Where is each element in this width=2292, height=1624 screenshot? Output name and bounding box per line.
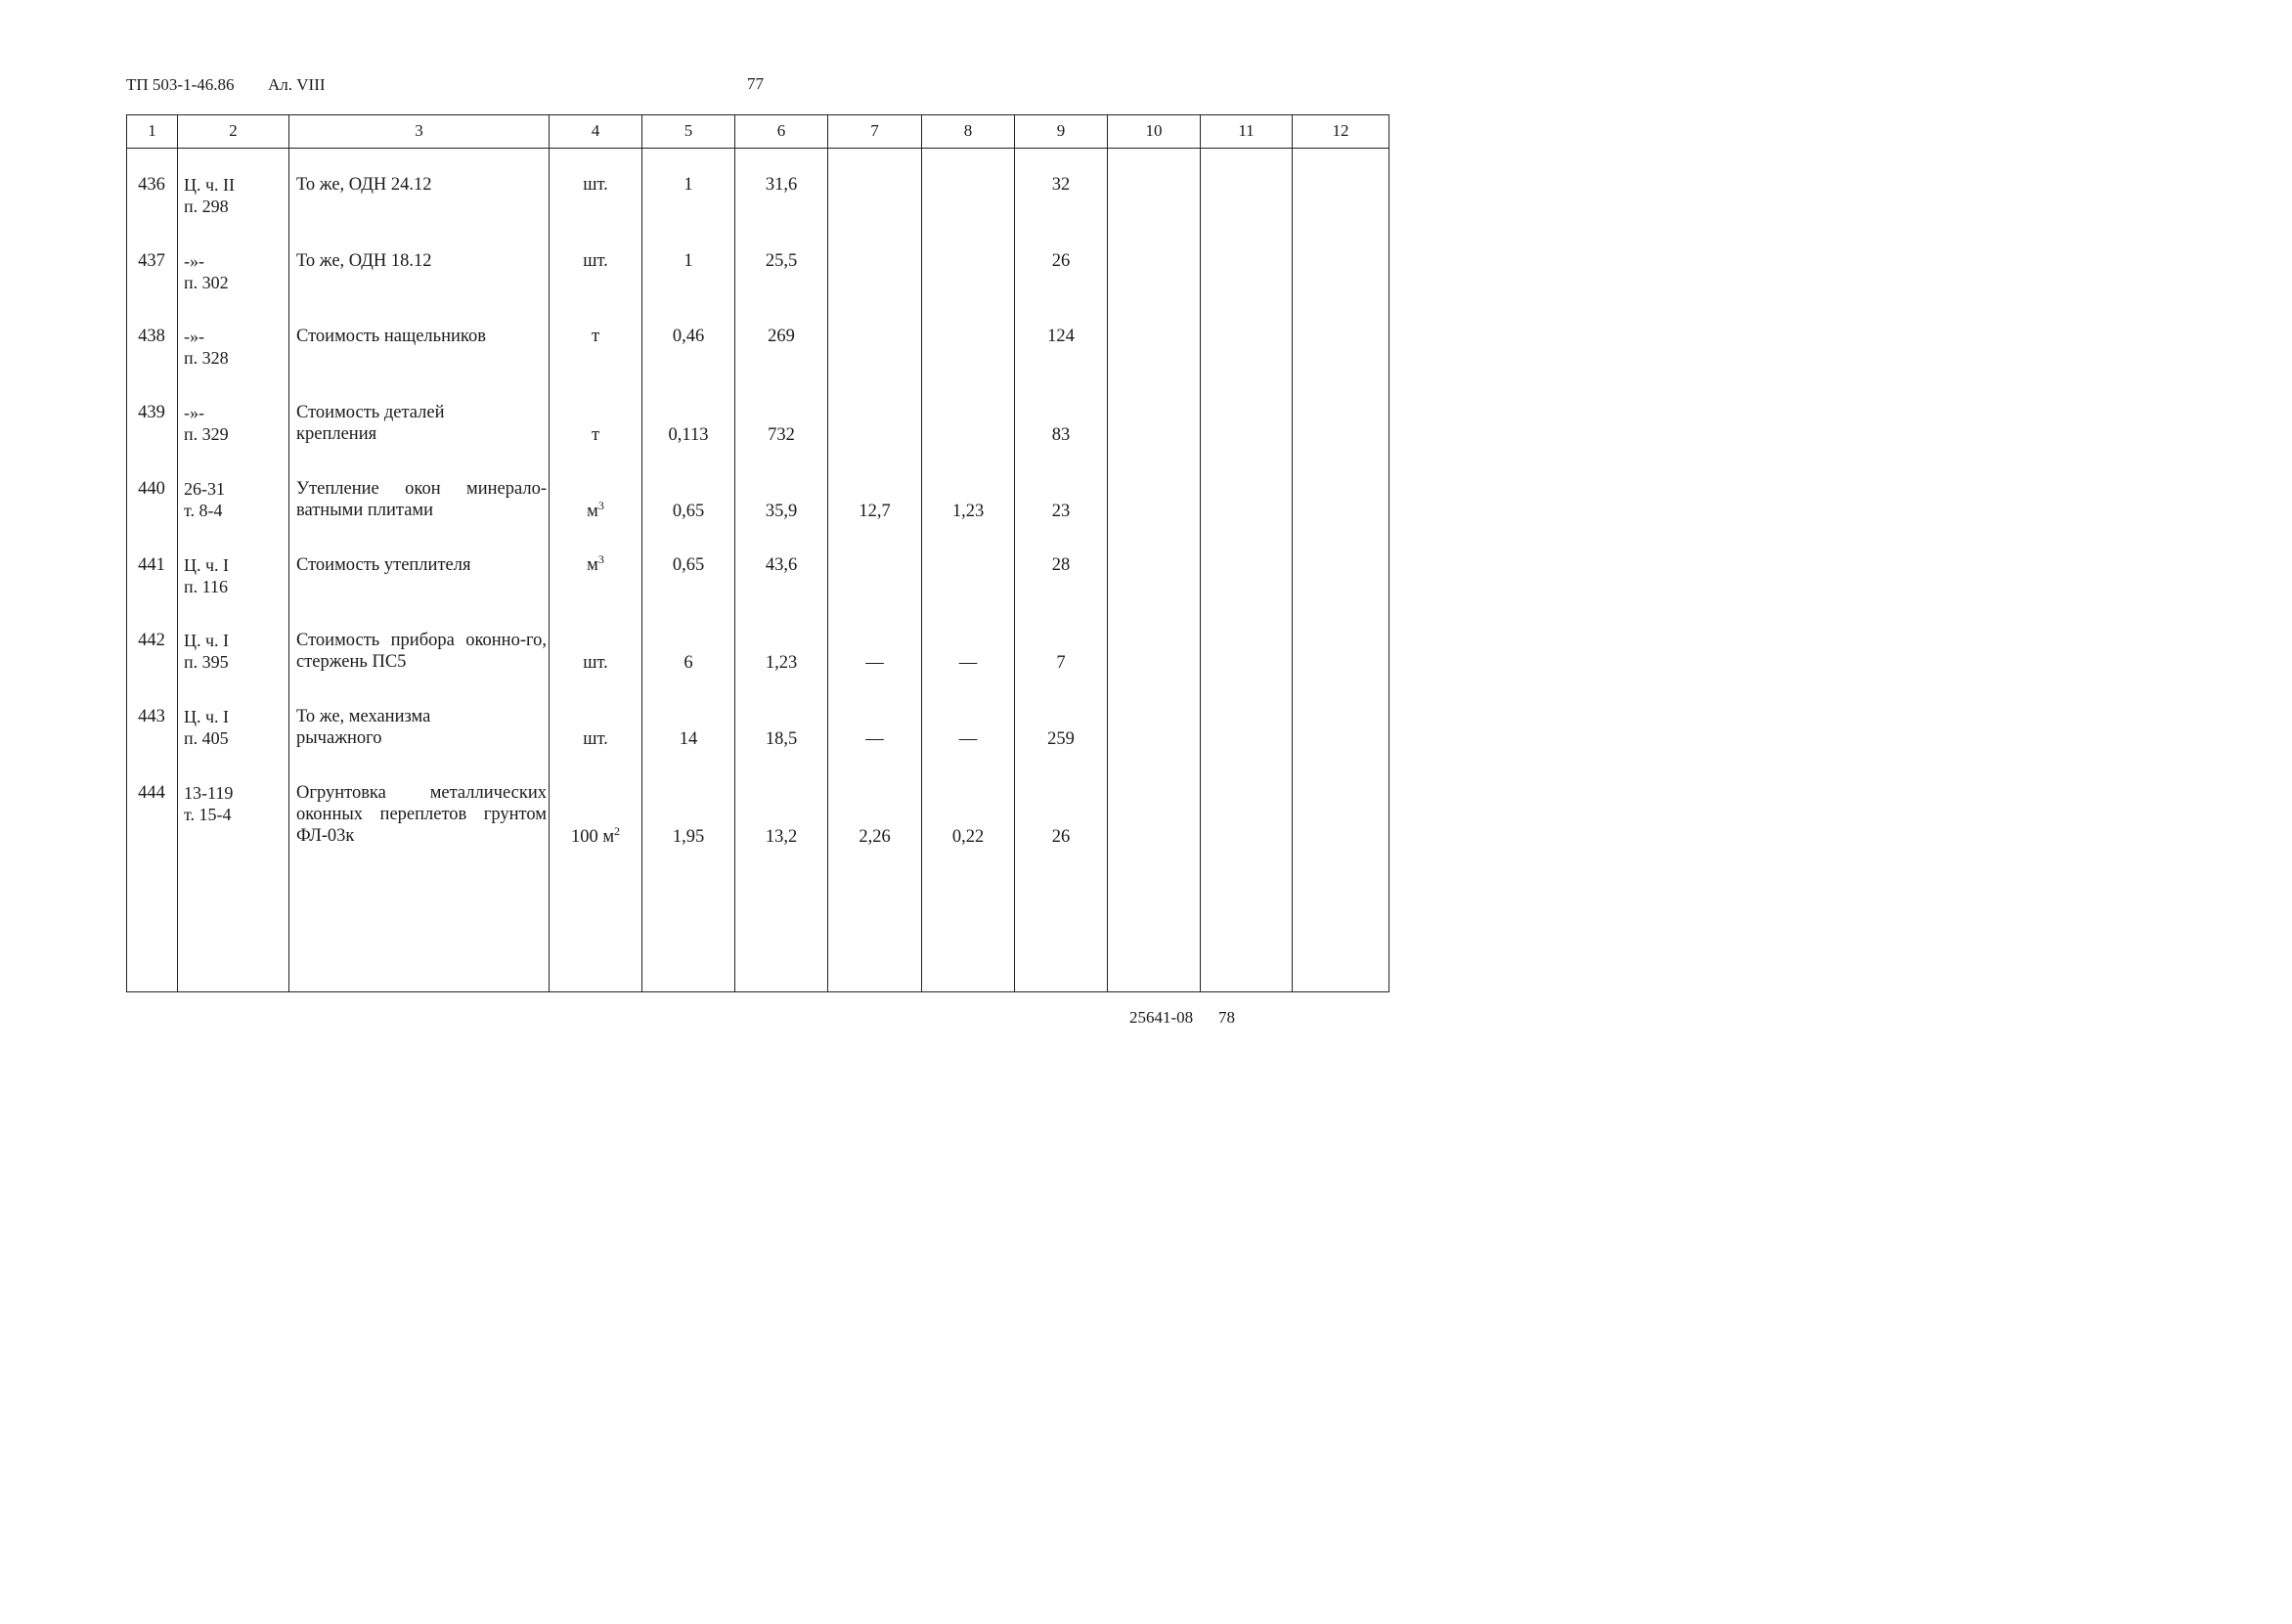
work-description: Огрунтовка металлических оконных переплетов грунтом ФЛ-03к (296, 783, 547, 846)
unit-price: 732 (768, 425, 795, 445)
unit-of-measure: 100 $м^2$ (570, 824, 621, 847)
price-reference: Ц. ч. I п. 395 (184, 631, 230, 672)
column-rule (288, 114, 289, 992)
column-number: 4 (591, 121, 600, 140)
unit-of-measure: шт. (583, 653, 608, 673)
unit-of-measure: шт. (583, 251, 608, 271)
unit-price: 1,23 (765, 653, 798, 673)
column-rule (827, 114, 828, 992)
column-number: 6 (776, 121, 786, 140)
price-reference: 26-31 т. 8-4 (184, 479, 225, 520)
page-number: 77 (747, 74, 764, 93)
total-cost: 26 (1051, 827, 1071, 847)
quantity: 0,65 (672, 555, 705, 575)
column-number: 2 (229, 121, 238, 140)
work-description: Стоимость деталей крепления (296, 403, 445, 444)
row-number: 436 (138, 175, 165, 195)
row-number: 441 (138, 555, 165, 575)
quantity: 1,95 (672, 827, 705, 847)
quantity: 14 (679, 729, 698, 749)
quantity: 1 (683, 251, 693, 271)
quantity: 0,113 (668, 425, 709, 445)
price-reference: -»- п. 329 (184, 403, 229, 444)
unit-price: 13,2 (765, 827, 798, 847)
row-number: 438 (138, 327, 165, 346)
row-number: 442 (138, 631, 165, 650)
total-cost: 28 (1051, 555, 1071, 575)
column-number: 8 (963, 121, 973, 140)
column-number: 3 (415, 121, 423, 140)
price-reference: 13-119 т. 15-4 (184, 783, 234, 824)
column-number: 11 (1238, 121, 1255, 140)
column-rule (734, 114, 735, 992)
inventory-code: 25641-08 (1129, 1008, 1194, 1027)
column-rule (641, 114, 642, 992)
quantity: 0,65 (672, 502, 705, 521)
column-rule (1200, 114, 1201, 992)
column-7-value: 12,7 (859, 502, 891, 521)
unit-price: 31,6 (765, 175, 798, 195)
work-description: То же, механизма рычажного (296, 707, 431, 748)
column-rule (1107, 114, 1108, 992)
price-reference: Ц. ч. II п. 298 (184, 175, 236, 216)
unit-of-measure: шт. (583, 175, 608, 195)
column-number: 9 (1056, 121, 1066, 140)
unit-price: 25,5 (765, 251, 798, 271)
unit-of-measure: $м^3$ (587, 552, 604, 575)
column-rule (1292, 114, 1293, 992)
work-description: То же, ОДН 24.12 (296, 175, 432, 195)
work-description: Стоимость прибора оконно-го, стержень ПС5 (296, 631, 547, 672)
row-number: 443 (138, 707, 165, 726)
column-rule (177, 114, 178, 992)
column-7-value: — (865, 729, 884, 749)
total-cost: 23 (1051, 502, 1071, 521)
total-cost: 7 (1056, 653, 1066, 673)
quantity: 1 (683, 175, 693, 195)
total-cost: 26 (1051, 251, 1071, 271)
price-reference: Ц. ч. I п. 405 (184, 707, 230, 748)
column-7-value: 2,26 (859, 827, 891, 847)
price-reference: Ц. ч. I п. 116 (184, 555, 230, 596)
quantity: 6 (683, 653, 693, 673)
column-rule (549, 114, 550, 992)
unit-of-measure: т (591, 327, 600, 346)
price-reference: -»- п. 328 (184, 327, 229, 368)
price-reference: -»- п. 302 (184, 251, 229, 292)
column-rule (1014, 114, 1015, 992)
document-code: ТП 503-1-46.86 (126, 75, 235, 94)
unit-of-measure: т (591, 425, 600, 445)
row-number: 439 (138, 403, 165, 422)
unit-price: 35,9 (765, 502, 798, 521)
column-7-value: — (865, 653, 884, 673)
column-8-value: — (958, 729, 978, 749)
row-number: 437 (138, 251, 165, 271)
column-number: 1 (148, 121, 156, 140)
row-number: 444 (138, 783, 165, 803)
total-cost: 124 (1047, 327, 1075, 346)
unit-price: 18,5 (765, 729, 798, 749)
work-description: Утепление окон минерало-ватными плитами (296, 479, 547, 520)
row-number: 440 (138, 479, 165, 499)
unit-of-measure: $м^3$ (587, 499, 604, 521)
column-number: 7 (870, 121, 879, 140)
work-description: То же, ОДН 18.12 (296, 251, 432, 271)
album-label: Ал. VIII (268, 75, 326, 94)
column-8-value: 1,23 (951, 502, 985, 521)
work-description: Стоимость нащельников (296, 327, 486, 346)
unit-of-measure: шт. (583, 729, 608, 749)
unit-price: 43,6 (765, 555, 798, 575)
column-number: 10 (1145, 121, 1163, 140)
total-cost: 259 (1047, 729, 1075, 749)
total-cost: 32 (1051, 175, 1071, 195)
work-description: Стоимость утеплителя (296, 555, 471, 575)
column-number: 12 (1332, 121, 1349, 140)
column-8-value: — (958, 653, 978, 673)
quantity: 0,46 (672, 327, 705, 346)
sheet-number: 78 (1218, 1008, 1235, 1027)
column-8-value: 0,22 (951, 827, 985, 847)
column-rule (921, 114, 922, 992)
total-cost: 83 (1051, 425, 1071, 445)
column-number: 5 (683, 121, 693, 140)
unit-price: 269 (768, 327, 795, 346)
